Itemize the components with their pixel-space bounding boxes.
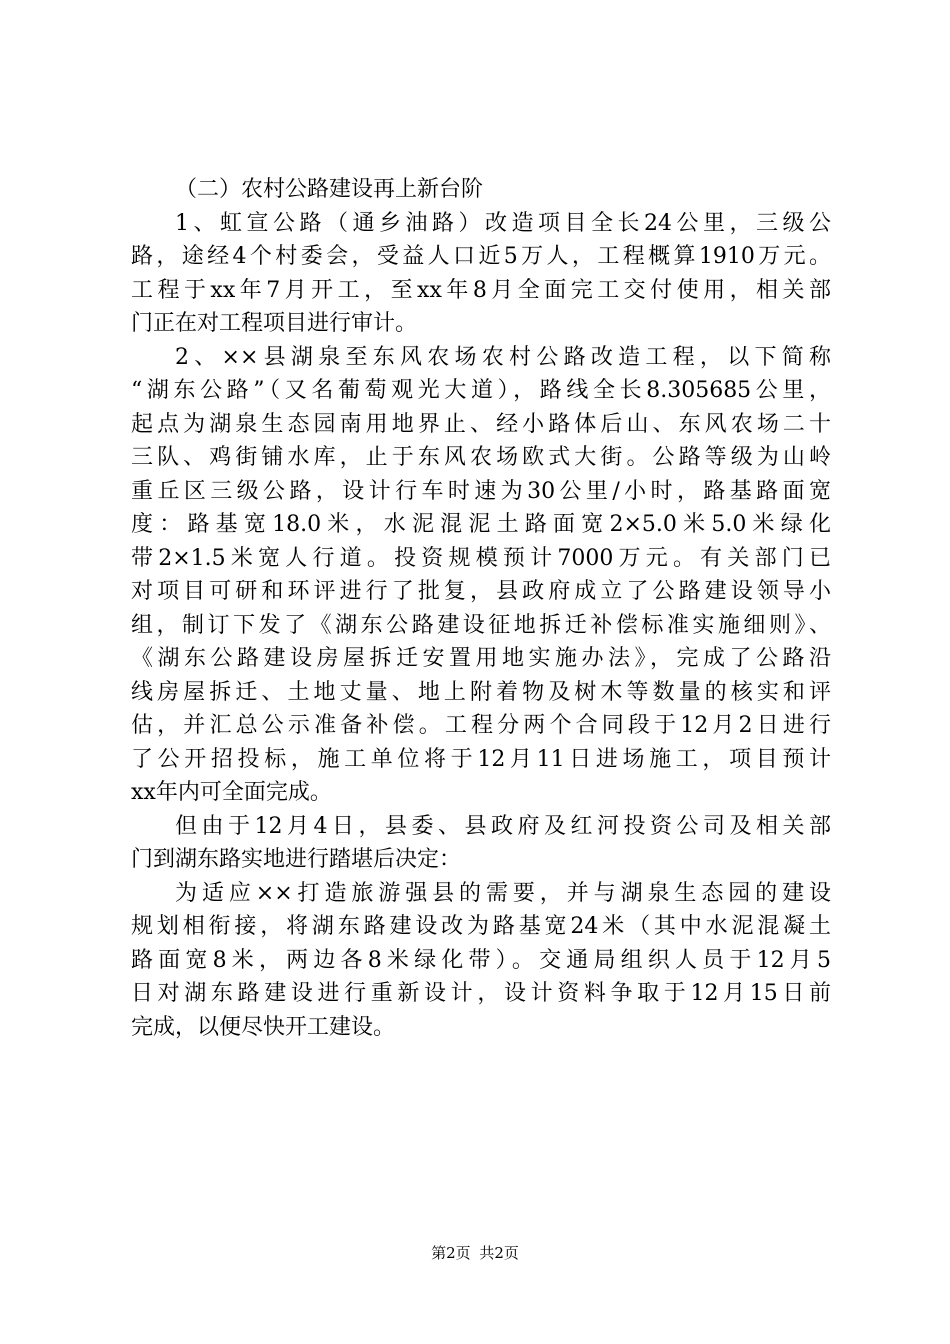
page-number: 第2页 — [431, 1244, 471, 1262]
text-line: 度：路基宽18.0米，水泥混泥土路面宽2×5.0米5.0米绿化 — [131, 512, 831, 537]
text-line: 日对湖东路建设进行重新设计，设计资料争取于12月15日前 — [131, 981, 831, 1006]
text-line: 路，途经4个村委会，受益人口近5万人，工程概算1910万元。 — [131, 244, 831, 269]
text-line: 了公开招投标，施工单位将于12月11日进场施工，项目预计 — [131, 746, 831, 772]
text-line: 为适应××打造旅游强县的需要，并与湖泉生态园的建设 — [175, 880, 831, 906]
text-line: 但由于12月4日，县委、县政府及红河投资公司及相关部 — [175, 813, 831, 839]
page-total: 共2页 — [479, 1244, 519, 1262]
text-line: 估，并汇总公示准备补偿。工程分两个合同段于12月2日进行 — [131, 713, 831, 738]
text-line: 带2×1.5米宽人行道。投资规模预计7000万元。有关部门已 — [131, 545, 831, 571]
document-body — [131, 173, 831, 1044]
text-line: 门正在对工程项目进行审计。 — [131, 311, 418, 336]
text-line: 2、××县湖泉至东风农场农村公路改造工程，以下简称 — [175, 344, 831, 370]
text-line: 对项目可研和环评进行了批复，县政府成立了公路建设领导小 — [131, 579, 831, 604]
text-line: 三队、鸡街铺水库，止于东风农场欧式大街。公路等级为山岭 — [131, 445, 831, 470]
text-line: 门到湖东路实地进行踏堪后决定： — [131, 847, 462, 872]
text-line: 完成，以便尽快开工建设。 — [131, 1014, 396, 1040]
text-line: （二）农村公路建设再上新台阶 — [175, 177, 484, 202]
page-footer — [0, 1243, 950, 1263]
text-line: 《湖东公路建设房屋拆迁安置用地实施办法》，完成了公路沿 — [131, 646, 831, 671]
text-line: xx年内可全面完成。 — [131, 780, 332, 805]
text-line: 起点为湖泉生态园南用地界止、经小路体后山、东风农场二十 — [131, 411, 831, 437]
text-line: 重丘区三级公路，设计行车时速为30公里/小时，路基路面宽 — [131, 478, 831, 504]
text-line: 规划相衔接，将湖东路建设改为路基宽24米（其中水泥混凝土 — [131, 914, 831, 939]
text-line: 组，制订下发了《湖东公路建设征地拆迁补偿标准实施细则》、 — [131, 612, 831, 638]
text-line: “湖东公路”（又名葡萄观光大道），路线全长8.305685公里， — [131, 378, 831, 403]
text-line: 线房屋拆迁、土地丈量、地上附着物及树木等数量的核实和评 — [131, 679, 831, 705]
text-line: 工程于xx年7月开工，至xx年8月全面完工交付使用，相关部 — [131, 277, 831, 303]
text-line: 1、虹宣公路（通乡油路）改造项目全长24公里，三级公 — [175, 210, 831, 236]
text-line: 路面宽8米，两边各8米绿化带）。交通局组织人员于12月5 — [131, 947, 831, 973]
